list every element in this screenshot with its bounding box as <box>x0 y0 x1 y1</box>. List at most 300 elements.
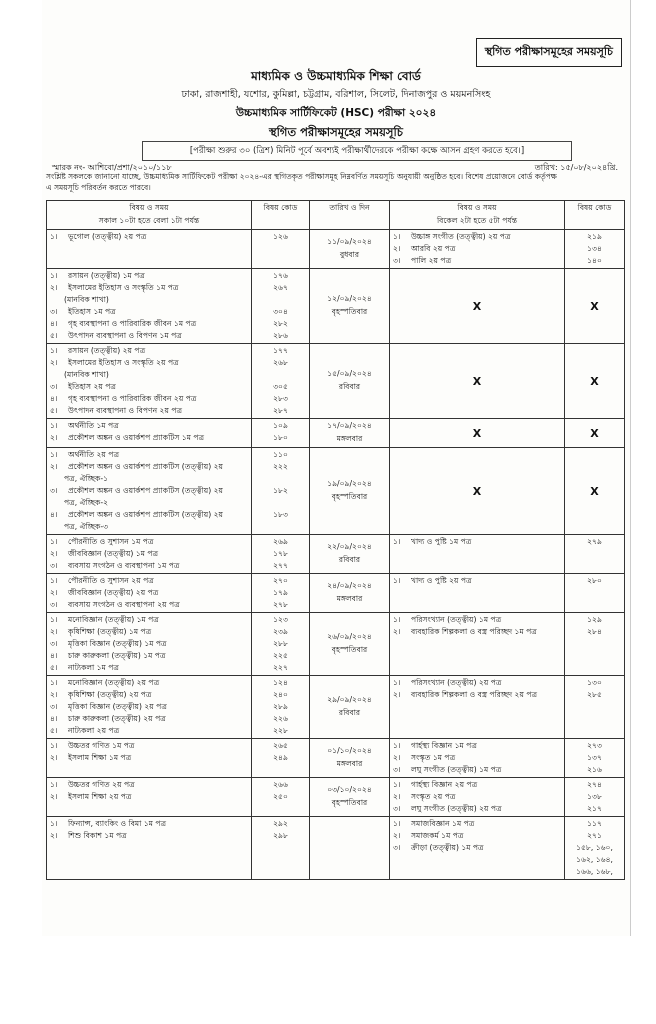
morning-subjects-cell <box>47 676 252 739</box>
subject-name: পরিসংখ্যান (তত্ত্বীয়) ২য় পত্র <box>411 678 502 687</box>
afternoon-subjects-cell <box>390 778 565 817</box>
exam-date: ১১/০৯/২০২৪ <box>327 237 372 246</box>
morning-code: ২২২ <box>273 462 288 471</box>
subject-name: পত্র, ঐচ্ছিক-৩ <box>64 522 109 531</box>
morning-subject <box>50 779 248 791</box>
afternoon-codes-cell <box>565 676 625 739</box>
afternoon-code: ১৪০ <box>587 256 602 265</box>
header-morning-time: সকাল ১০টা হতে বেলা ১টা পর্যন্ত <box>98 216 200 225</box>
table-row <box>47 739 625 778</box>
serial-number: ২। <box>50 753 58 762</box>
morning-code: ২৮৯ <box>273 702 288 711</box>
subject-name: রসায়ন (তত্ত্বীয়) ১ম পত্র <box>68 271 145 280</box>
morning-code: ২৯৮ <box>273 831 288 840</box>
morning-subjects-cell <box>47 269 252 344</box>
morning-code: ২৮২ <box>273 319 288 328</box>
subject-name: ইসলাম শিক্ষা ২য় পত্র <box>68 792 132 801</box>
date-day-cell <box>310 419 390 448</box>
afternoon-code: ২১৭ <box>587 804 602 813</box>
morning-code: ২৩৯ <box>273 627 288 636</box>
morning-code: ২৬৯ <box>273 537 288 546</box>
afternoon-subject <box>393 803 561 815</box>
morning-subject <box>50 318 248 330</box>
subject-name: পরিসংখ্যান (তত্ত্বীয়) ১ম পত্র <box>411 615 502 624</box>
morning-subject <box>50 330 248 342</box>
afternoon-code: ২৭১ <box>587 831 602 840</box>
serial-number: ৩। <box>393 843 401 852</box>
subject-name: পত্র, ঐচ্ছিক-১ <box>64 474 109 483</box>
exam-date: ০৩/১০/২০২৪ <box>327 785 372 794</box>
serial-number: ২। <box>393 792 401 801</box>
afternoon-code-empty-mark: X <box>565 269 625 344</box>
morning-subject <box>50 818 248 830</box>
morning-subject <box>50 662 248 674</box>
morning-subject <box>50 393 248 405</box>
morning-subject <box>50 575 248 587</box>
morning-code <box>255 369 306 381</box>
table-row <box>47 778 625 817</box>
afternoon-subject <box>393 689 561 701</box>
morning-subject <box>50 725 248 737</box>
afternoon-code: ২১৬ <box>587 765 602 774</box>
morning-codes-cell <box>252 574 310 613</box>
afternoon-subject <box>393 255 561 267</box>
morning-code: ২৭০ <box>273 576 288 585</box>
morning-subject <box>50 381 248 393</box>
subject-name: ব্যবসায় সংগঠন ও ব্যবস্থাপনা ১ম পত্র <box>68 561 180 570</box>
subject-name: ইসলামের ইতিহাস ও সংস্কৃতি ১ম পত্র <box>68 283 179 292</box>
afternoon-subjects-cell <box>390 739 565 778</box>
serial-number: ১। <box>393 819 401 828</box>
morning-code: ১২৩ <box>273 615 288 624</box>
subject-name: মৃত্তিকা বিজ্ঞান (তত্ত্বীয়) ২য় পত্র <box>68 702 167 711</box>
morning-code: ১১০ <box>273 450 288 459</box>
subject-name: ফিন্যান্স, ব্যাংকিং ও বিমা ১ম পত্র <box>68 819 167 828</box>
header-morning <box>47 201 252 230</box>
afternoon-subject <box>393 866 561 878</box>
table-row <box>47 535 625 574</box>
morning-code: ২৫০ <box>273 792 288 801</box>
afternoon-subject <box>393 231 561 243</box>
morning-code: ১২৬ <box>273 232 288 241</box>
morning-subject <box>50 752 248 764</box>
serial-number: ৩। <box>50 639 58 648</box>
morning-subject <box>50 231 248 243</box>
morning-codes-cell <box>252 448 310 535</box>
subject-name: গার্হস্থ্য বিজ্ঞান ১ম পত্র <box>411 741 477 750</box>
morning-subject <box>50 536 248 548</box>
afternoon-codes-cell <box>565 574 625 613</box>
serial-number: ১। <box>50 450 58 459</box>
serial-number: ৩। <box>50 382 58 391</box>
afternoon-code: ১১৭ <box>587 819 602 828</box>
subject-name: ইতিহাস ২য় পত্র <box>68 382 117 391</box>
morning-code: ২৮৬ <box>273 331 288 340</box>
exam-day: বৃহস্পতিবার <box>331 307 368 316</box>
exam-date: ১৫/০৯/২০২৪ <box>327 369 372 378</box>
subject-name: অর্থনীতি ২য় পত্র <box>68 450 120 459</box>
afternoon-subject <box>393 818 561 830</box>
morning-subject <box>50 369 248 381</box>
morning-subjects-cell <box>47 419 252 448</box>
morning-subjects-cell <box>47 778 252 817</box>
morning-code: ৩০৫ <box>273 382 288 391</box>
serial-number: ২। <box>393 753 401 762</box>
subject-name: পত্র, ঐচ্ছিক-২ <box>64 498 109 507</box>
morning-codes-cell <box>252 230 310 269</box>
exam-date: ১৯/০৯/২০২৪ <box>327 479 372 488</box>
serial-number: ২। <box>50 831 58 840</box>
header-row <box>47 201 625 230</box>
morning-codes-cell <box>252 778 310 817</box>
subject-name: কৃষিশিক্ষা (তত্ত্বীয়) ১ম পত্র <box>68 627 152 636</box>
serial-number: ৪। <box>50 319 58 328</box>
afternoon-subjects-cell <box>390 535 565 574</box>
afternoon-subject <box>393 677 561 689</box>
subject-name: (মানবিক শাখা) <box>64 370 109 379</box>
table-row <box>47 676 625 739</box>
date-day-cell <box>310 269 390 344</box>
serial-number: ১। <box>50 271 58 280</box>
exam-date: ০১/১০/২০২৪ <box>327 746 372 755</box>
serial-number: ১। <box>50 346 58 355</box>
morning-codes-cell <box>252 535 310 574</box>
morning-codes-cell <box>252 676 310 739</box>
schedule-title: স্থগিত পরীক্ষাসমূহের সময়সূচি <box>269 125 403 139</box>
subject-name: পৌরনীতি ও সুশাসন ১ম পত্র <box>68 537 154 546</box>
serial-number: ১। <box>50 780 58 789</box>
serial-number: ২। <box>50 792 58 801</box>
afternoon-subjects-cell <box>390 817 565 880</box>
exam-day: বৃহস্পতিবার <box>331 645 368 654</box>
header-morning-title: বিষয় ও সময় <box>129 203 169 212</box>
subject-name: ক্রীড়া (তত্ত্বীয়) ১ম পত্র <box>411 843 484 852</box>
morning-subject <box>50 282 248 294</box>
afternoon-code: ২৮০ <box>587 576 602 585</box>
date-day-cell <box>310 535 390 574</box>
morning-code: ৩০৪ <box>273 307 288 316</box>
subject-name: নাট্যকলা ১ম পত্র <box>68 663 119 672</box>
afternoon-subject <box>393 243 561 255</box>
serial-number: ২। <box>50 358 58 367</box>
afternoon-subject <box>393 854 561 866</box>
subject-name: সমাজবিজ্ঞান ১ম পত্র <box>411 819 475 828</box>
subject-name: মৃত্তিকা বিজ্ঞান (তত্ত্বীয়) ১ম পত্র <box>68 639 167 648</box>
header-code-2: বিষয় কোড <box>565 201 625 230</box>
date-day-cell <box>310 574 390 613</box>
serial-number: ১। <box>50 741 58 750</box>
serial-number: ১। <box>393 615 401 624</box>
serial-number: ৪। <box>50 714 58 723</box>
morning-subjects-cell <box>47 574 252 613</box>
morning-code <box>255 497 306 509</box>
morning-code: ১৭৭ <box>273 346 288 355</box>
afternoon-codes-cell <box>565 535 625 574</box>
subject-name: রসায়ন (তত্ত্বীয়) ২য় পত্র <box>68 346 146 355</box>
table-row <box>47 269 625 344</box>
serial-number: ১। <box>393 780 401 789</box>
morning-code: ২৮৮ <box>273 639 288 648</box>
morning-subject <box>50 306 248 318</box>
subject-name: সংস্কৃত ২য় পত্র <box>411 792 456 801</box>
morning-codes-cell <box>252 269 310 344</box>
date-day-cell <box>310 739 390 778</box>
serial-number: ১। <box>393 537 401 546</box>
morning-subjects-cell <box>47 448 252 535</box>
morning-code: ২৬৬ <box>273 780 288 789</box>
subject-name: অর্থনীতি ১ম পত্র <box>68 421 119 430</box>
exam-date: ২৪/০৯/২০২৪ <box>327 581 372 590</box>
subject-name: শিশু বিকাশ ১ম পত্র <box>68 831 127 840</box>
subject-name: উৎপাদন ব্যবস্থাপনা ও বিপণন ২য় পত্র <box>68 406 183 415</box>
table-row <box>47 448 625 535</box>
intro-line-2: এ সময়সূচি পরিবর্তন করতে পারবে। <box>46 182 151 192</box>
morning-subject <box>50 626 248 638</box>
morning-subjects-cell <box>47 739 252 778</box>
subject-name: উচ্চতর গণিত ১ম পত্র <box>68 741 135 750</box>
morning-subject <box>50 587 248 599</box>
morning-subject <box>50 432 248 444</box>
subject-name: ব্যবহারিক শিল্পকলা ও বস্ত্র পরিচ্ছদ ১ম পত্র <box>411 627 537 636</box>
afternoon-subject <box>393 614 561 626</box>
afternoon-subjects-cell <box>390 574 565 613</box>
afternoon-codes-cell <box>565 778 625 817</box>
afternoon-code: ১৩৭ <box>587 753 602 762</box>
subject-name: ইতিহাস ১ম পত্র <box>68 307 116 316</box>
afternoon-code-empty-mark: X <box>565 419 625 448</box>
subject-name: আরবি ২য় পত্র <box>411 244 456 253</box>
afternoon-subject <box>393 791 561 803</box>
morning-subject <box>50 345 248 357</box>
afternoon-code: ২১৯ <box>587 232 602 241</box>
afternoon-subject <box>393 779 561 791</box>
morning-code: ২৬৫ <box>273 741 288 750</box>
subject-name: চারু কারুকলা (তত্ত্বীয়) ১ম পত্র <box>68 651 166 660</box>
morning-subject <box>50 405 248 417</box>
serial-number: ১। <box>50 421 58 430</box>
subject-name: মনোবিজ্ঞান (তত্ত্বীয়) ২য় পত্র <box>68 678 160 687</box>
serial-number: ১। <box>50 576 58 585</box>
subject-name: মনোবিজ্ঞান (তত্ত্বীয়) ১ম পত্র <box>68 615 159 624</box>
morning-subject <box>50 740 248 752</box>
morning-code: ১২৪ <box>273 678 288 687</box>
morning-code: ২২৭ <box>273 663 288 672</box>
morning-codes-cell <box>252 613 310 676</box>
afternoon-code-empty-mark: X <box>565 448 625 535</box>
subject-name: গার্হস্থ্য বিজ্ঞান ২য় পত্র <box>411 780 478 789</box>
intro-text <box>46 172 616 194</box>
afternoon-code: ১৬২, ১৬৪, <box>576 855 613 864</box>
morning-subject <box>50 461 248 473</box>
exam-date: ২২/০৯/২০২৪ <box>327 542 372 551</box>
subject-name: জীববিজ্ঞান (তত্ত্বীয়) ১ম পত্র <box>68 549 159 558</box>
morning-subject <box>50 599 248 611</box>
serial-number: ২। <box>50 462 58 471</box>
serial-number: ৩। <box>50 600 58 609</box>
serial-number: ২। <box>393 831 401 840</box>
morning-code: ২৯২ <box>273 819 288 828</box>
afternoon-code: ১৫৮, ১৬০, <box>576 843 613 852</box>
exam-day: রবিবার <box>338 555 361 564</box>
morning-code: ২৪০ <box>273 690 288 699</box>
header-afternoon-title: বিষয় ও সময় <box>457 203 497 212</box>
morning-code: ২৮৩ <box>273 394 288 403</box>
afternoon-empty-mark: X <box>390 419 565 448</box>
morning-subjects-cell <box>47 535 252 574</box>
serial-number: ৩। <box>50 561 58 570</box>
subject-name: লঘু সংগীত (তত্ত্বীয়) ২য় পত্র <box>411 804 502 813</box>
subject-name: প্রকৌশল অঙ্কন ও ওয়ার্কশপ প্র্যাকটিস (তত্ত্বীয়) ২য় <box>68 510 224 519</box>
date-day-cell <box>310 676 390 739</box>
afternoon-code-empty-mark: X <box>565 344 625 419</box>
subject-name: চারু কারুকলা (তত্ত্বীয়) ২য় পত্র <box>68 714 166 723</box>
serial-number: ১। <box>50 232 58 241</box>
corner-title: স্থগিত পরীক্ষাসমূহের সময়সূচি <box>476 38 622 67</box>
morning-codes-cell <box>252 344 310 419</box>
date-day-cell <box>310 344 390 419</box>
exam-day: রবিবার <box>338 708 361 717</box>
serial-number: ৫। <box>50 726 58 735</box>
subject-name: উচ্চতর গণিত ২য় পত্র <box>68 780 135 789</box>
serial-number: ২। <box>393 690 401 699</box>
morning-subject <box>50 560 248 572</box>
table-row <box>47 574 625 613</box>
afternoon-code: ১৩৮ <box>587 792 602 801</box>
issue-date: তারিখ: ১৫/০৮/২০২৪খ্রি. <box>534 163 618 172</box>
schedule-table <box>46 200 625 880</box>
header-afternoon <box>390 201 565 230</box>
afternoon-code: ২৮৪ <box>587 627 602 636</box>
afternoon-code: ১৩০ <box>587 678 602 687</box>
subject-name: সমাজকর্ম ১ম পত্র <box>411 831 464 840</box>
afternoon-code: ১২৯ <box>587 615 602 624</box>
subject-name: উৎপাদন ব্যবস্থাপনা ও বিপণন ১ম পত্র <box>68 331 182 340</box>
subject-name: কৃষিশিক্ষা (তত্ত্বীয়) ২য় পত্র <box>68 690 152 699</box>
afternoon-subjects-cell <box>390 613 565 676</box>
afternoon-subjects-cell <box>390 676 565 739</box>
morning-code: ২৭৭ <box>273 561 288 570</box>
morning-subject <box>50 449 248 461</box>
serial-number: ১। <box>50 819 58 828</box>
subject-name: ব্যবহারিক শিল্পকলা ও বস্ত্র পরিচ্ছদ ২য় পত্র <box>411 690 538 699</box>
morning-code: ১০৯ <box>273 421 288 430</box>
subject-name: ইসলামের ইতিহাস ও সংস্কৃতি ২য় পত্র <box>68 358 179 367</box>
morning-subject <box>50 689 248 701</box>
afternoon-code: ১৬৬, ১৬৮, <box>576 867 613 876</box>
subject-name: ব্যবসায় সংগঠন ও ব্যবস্থাপনা ২য় পত্র <box>68 600 180 609</box>
afternoon-subjects-cell <box>390 230 565 269</box>
afternoon-empty-mark: X <box>390 269 565 344</box>
morning-subject <box>50 677 248 689</box>
subject-name: পৌরনীতি ও সুশাসন ২য় পত্র <box>68 576 154 585</box>
morning-codes-cell <box>252 739 310 778</box>
serial-number: ৩। <box>393 765 401 774</box>
morning-subject <box>50 638 248 650</box>
subject-name: জীববিজ্ঞান (তত্ত্বীয়) ২য় পত্র <box>68 588 159 597</box>
serial-number: ১। <box>393 232 401 241</box>
morning-code <box>255 521 306 533</box>
serial-number: ১। <box>393 741 401 750</box>
serial-number: ৪। <box>50 651 58 660</box>
morning-subject <box>50 713 248 725</box>
board-name: মাধ্যমিক ও উচ্চমাধ্যমিক শিক্ষা বোর্ড <box>251 69 421 83</box>
serial-number: ১। <box>50 537 58 546</box>
serial-number: ৪। <box>50 394 58 403</box>
morning-subject <box>50 701 248 713</box>
serial-number: ২। <box>50 433 58 442</box>
serial-number: ১। <box>393 678 401 687</box>
morning-code: ১৭৮ <box>273 549 288 558</box>
subject-name: সংস্কৃত ১ম পত্র <box>411 753 456 762</box>
header-code: বিষয় কোড <box>252 201 310 230</box>
date-day-cell <box>310 817 390 880</box>
morning-subjects-cell <box>47 817 252 880</box>
serial-number: ২। <box>50 588 58 597</box>
subject-name: ইসলাম শিক্ষা ১ম পত্র <box>68 753 132 762</box>
table-row <box>47 817 625 880</box>
morning-code: ২৭৮ <box>273 600 288 609</box>
subject-name: খাদ্য ও পুষ্টি ১ম পত্র <box>411 537 472 546</box>
morning-subject <box>50 830 248 842</box>
afternoon-code: ২৭৩ <box>587 741 602 750</box>
afternoon-subject <box>393 764 561 776</box>
morning-subject <box>50 509 248 521</box>
serial-number: ৫। <box>50 663 58 672</box>
morning-subject <box>50 497 248 509</box>
morning-code: ১৭৯ <box>273 588 288 597</box>
morning-subject <box>50 420 248 432</box>
serial-number: ৩। <box>50 486 58 495</box>
morning-subject <box>50 650 248 662</box>
serial-number: ৩। <box>50 307 58 316</box>
subject-name: লঘু সংগীত (তত্ত্বীয়) ১ম পত্র <box>411 765 502 774</box>
table-row <box>47 419 625 448</box>
subject-name: নাট্যকলা ২য় পত্র <box>68 726 120 735</box>
morning-subjects-cell <box>47 613 252 676</box>
morning-code: ২২৮ <box>273 726 288 735</box>
exam-day: বৃহস্পতিবার <box>331 798 368 807</box>
afternoon-subject <box>393 842 561 854</box>
afternoon-subject <box>393 536 561 548</box>
morning-subjects-cell <box>47 344 252 419</box>
exam-day: মঙ্গলবার <box>336 594 363 603</box>
header-afternoon-time: বিকেল ২টা হতে ৫টা পর্যন্ত <box>436 216 518 225</box>
serial-number: ৫। <box>50 331 58 340</box>
notice: [পরীক্ষা শুরুর ৩০ (ত্রিশ) মিনিট পূর্বে অবশ্যই পরীক্ষার্থীদেরকে পরীক্ষা কক্ষে আসন গ্রহণ করতে হবে।] <box>142 141 572 161</box>
exam-day: বৃহস্পতিবার <box>331 492 368 501</box>
serial-number: ৩। <box>50 702 58 711</box>
afternoon-code: ২৭৪ <box>587 780 602 789</box>
morning-code: ২২৫ <box>273 651 288 660</box>
morning-code: ১৮৩ <box>273 510 288 519</box>
afternoon-empty-mark: X <box>390 344 565 419</box>
morning-codes-cell <box>252 419 310 448</box>
morning-subject <box>50 270 248 282</box>
morning-code: ১৭৬ <box>273 271 288 280</box>
morning-code: ২২৬ <box>273 714 288 723</box>
boards-list: ঢাকা, রাজশাহী, যশোর, কুমিল্লা, চট্টগ্রাম, বরিশাল, সিলেট, দিনাজপুর ও ময়মনসিংহ <box>181 89 491 100</box>
morning-code: ২৮৭ <box>273 406 288 415</box>
exam-date: ২৬/০৯/২০২৪ <box>327 632 372 641</box>
morning-code: ১৮২ <box>273 486 288 495</box>
serial-number: ২। <box>393 244 401 253</box>
subject-name: খাদ্য ও পুষ্টি ২য় পত্র <box>411 576 472 585</box>
table-row <box>47 613 625 676</box>
morning-subject <box>50 473 248 485</box>
subject-name: প্রকৌশল অঙ্কন ও ওয়ার্কশপ প্র্যাকটিস (তত্ত্বীয়) ২য় <box>68 462 224 471</box>
date-day-cell <box>310 230 390 269</box>
serial-number: ১। <box>50 615 58 624</box>
